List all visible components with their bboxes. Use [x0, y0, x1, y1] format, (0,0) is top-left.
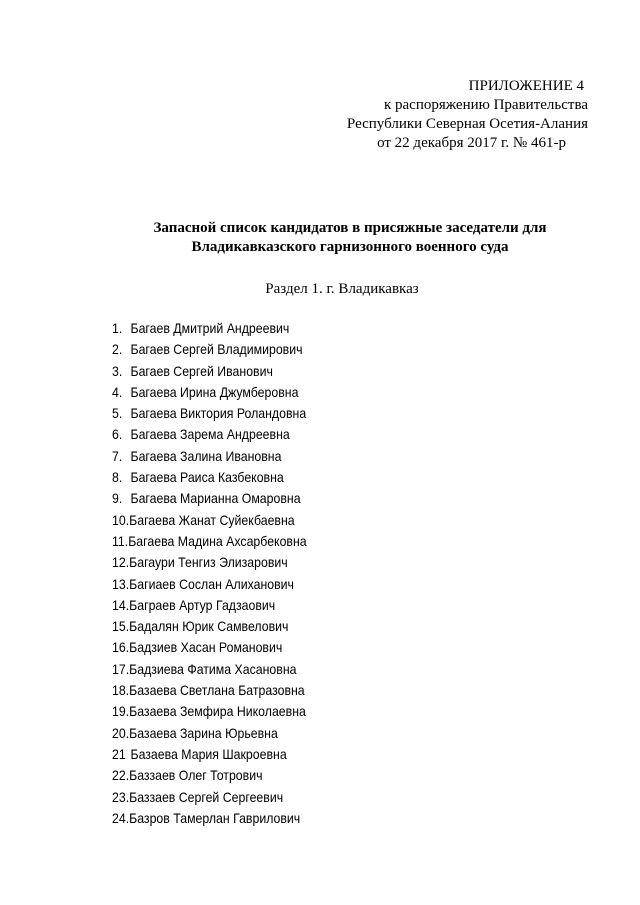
list-item-name: Базров Тамерлан Гаврилович [129, 809, 301, 826]
list-item-number: 7. [112, 447, 123, 464]
list-item-number: 13. [112, 575, 130, 592]
list-item-name: Багаев Сергей Владимирович [130, 341, 303, 358]
list-item-name: Багаева Раиса Казбековна [130, 469, 284, 486]
list-item-name: Бадзиев Хасан Романович [129, 639, 283, 656]
list-item [112, 318, 307, 339]
list-item-number: 11. [112, 532, 129, 549]
list-item-number: 2. [112, 341, 123, 358]
list-item [112, 765, 307, 786]
list-item [112, 723, 307, 744]
list-item-number: 12. [112, 554, 130, 571]
list-item-number: 3. [112, 362, 123, 379]
list-item-number: 1. [112, 320, 123, 336]
list-item-name: Баграев Артур Гадзаович [129, 596, 276, 613]
list-item [112, 446, 307, 467]
list-item [112, 424, 307, 445]
list-item-name: Багаева Марианна Омаровна [130, 490, 301, 507]
list-item-number: 21 [112, 745, 126, 762]
list-item [112, 403, 307, 424]
list-item-number: 8. [112, 469, 123, 486]
list-item-number: 14. [112, 596, 130, 613]
list-item-name: Базаева Зарина Юрьевна [129, 724, 278, 741]
list-item-number: 5. [112, 405, 123, 422]
list-item-number: 19. [112, 703, 130, 720]
list-item-name: Бадзиева Фатима Хасановна [129, 660, 297, 677]
list-item [112, 552, 307, 573]
list-item-name: Багаева Залина Ивановна [130, 447, 282, 464]
list-item [112, 361, 307, 382]
appendix-republic-line: Республики Северная Осетия-Алания [346, 116, 588, 132]
list-item-number: 24. [112, 809, 130, 826]
list-item-name: Багаев Дмитрий Андреевич [130, 320, 290, 336]
list-item-name: Багаева Ирина Джумберовна [130, 383, 299, 400]
document-title-line-1: Запасной список кандидатов в присяжные заседатели для [153, 220, 547, 236]
list-item [112, 787, 307, 808]
list-item [112, 339, 307, 360]
list-item [112, 467, 307, 488]
list-item-name: Баззаев Олег Тотрович [129, 767, 263, 784]
list-item-number: 22. [112, 767, 130, 784]
list-item [112, 510, 307, 531]
list-item-number: 10. [112, 511, 130, 528]
list-item [112, 808, 307, 829]
list-item-name: Базаева Мария Шакроевна [130, 745, 287, 762]
list-item-name: Базаева Светлана Батразовна [129, 682, 305, 699]
list-item-name: Базаева Земфира Николаевна [129, 703, 306, 720]
document-title-line-2: Владикавказского гарнизонного военного суда [191, 239, 509, 255]
list-item-name: Багаева Жанат Суйекбаевна [129, 511, 295, 528]
list-item-number: 18. [112, 682, 130, 699]
list-item-number: 9. [112, 490, 123, 507]
list-item-name: Багаев Сергей Иванович [130, 362, 273, 379]
list-item-name: Багаева Виктория Роландовна [130, 405, 307, 422]
list-item [112, 382, 307, 403]
appendix-number: ПРИЛОЖЕНИЕ 4 [468, 78, 584, 94]
list-item [112, 701, 307, 722]
appendix-date-line: от 22 декабря 2017 г. № 461-р [377, 135, 566, 151]
section-heading: Раздел 1. г. Владикавказ [265, 281, 419, 297]
appendix-order-line: к распоряжению Правительства [383, 97, 588, 113]
list-item-number: 6. [112, 426, 123, 443]
list-item-name: Багиаев Сослан Алиханович [129, 575, 294, 592]
list-item [112, 659, 307, 680]
list-item [112, 488, 307, 509]
list-item-number: 17. [112, 660, 130, 677]
candidate-list [112, 318, 333, 829]
list-item [112, 680, 307, 701]
list-item-name: Баззаев Сергей Сергеевич [129, 788, 284, 805]
list-item [112, 616, 307, 637]
list-item [112, 637, 307, 658]
list-item-name: Багаева Мадина Ахсарбековна [128, 532, 307, 549]
list-item-number: 16. [112, 639, 130, 656]
list-item-name: Багаева Зарема Андреевна [130, 426, 290, 443]
list-item-number: 15. [112, 618, 130, 635]
document-title [0, 219, 640, 257]
list-item-number: 23. [112, 788, 130, 805]
list-item-name: Бадалян Юрик Самвелович [129, 618, 289, 635]
list-item-name: Багаури Тенгиз Элизарович [129, 554, 288, 571]
list-item [112, 531, 307, 552]
appendix-header [0, 77, 588, 153]
list-item-number: 4. [112, 383, 123, 400]
list-item [112, 574, 307, 595]
list-item-number: 20. [112, 724, 130, 741]
list-item [112, 744, 307, 765]
list-item [112, 595, 307, 616]
